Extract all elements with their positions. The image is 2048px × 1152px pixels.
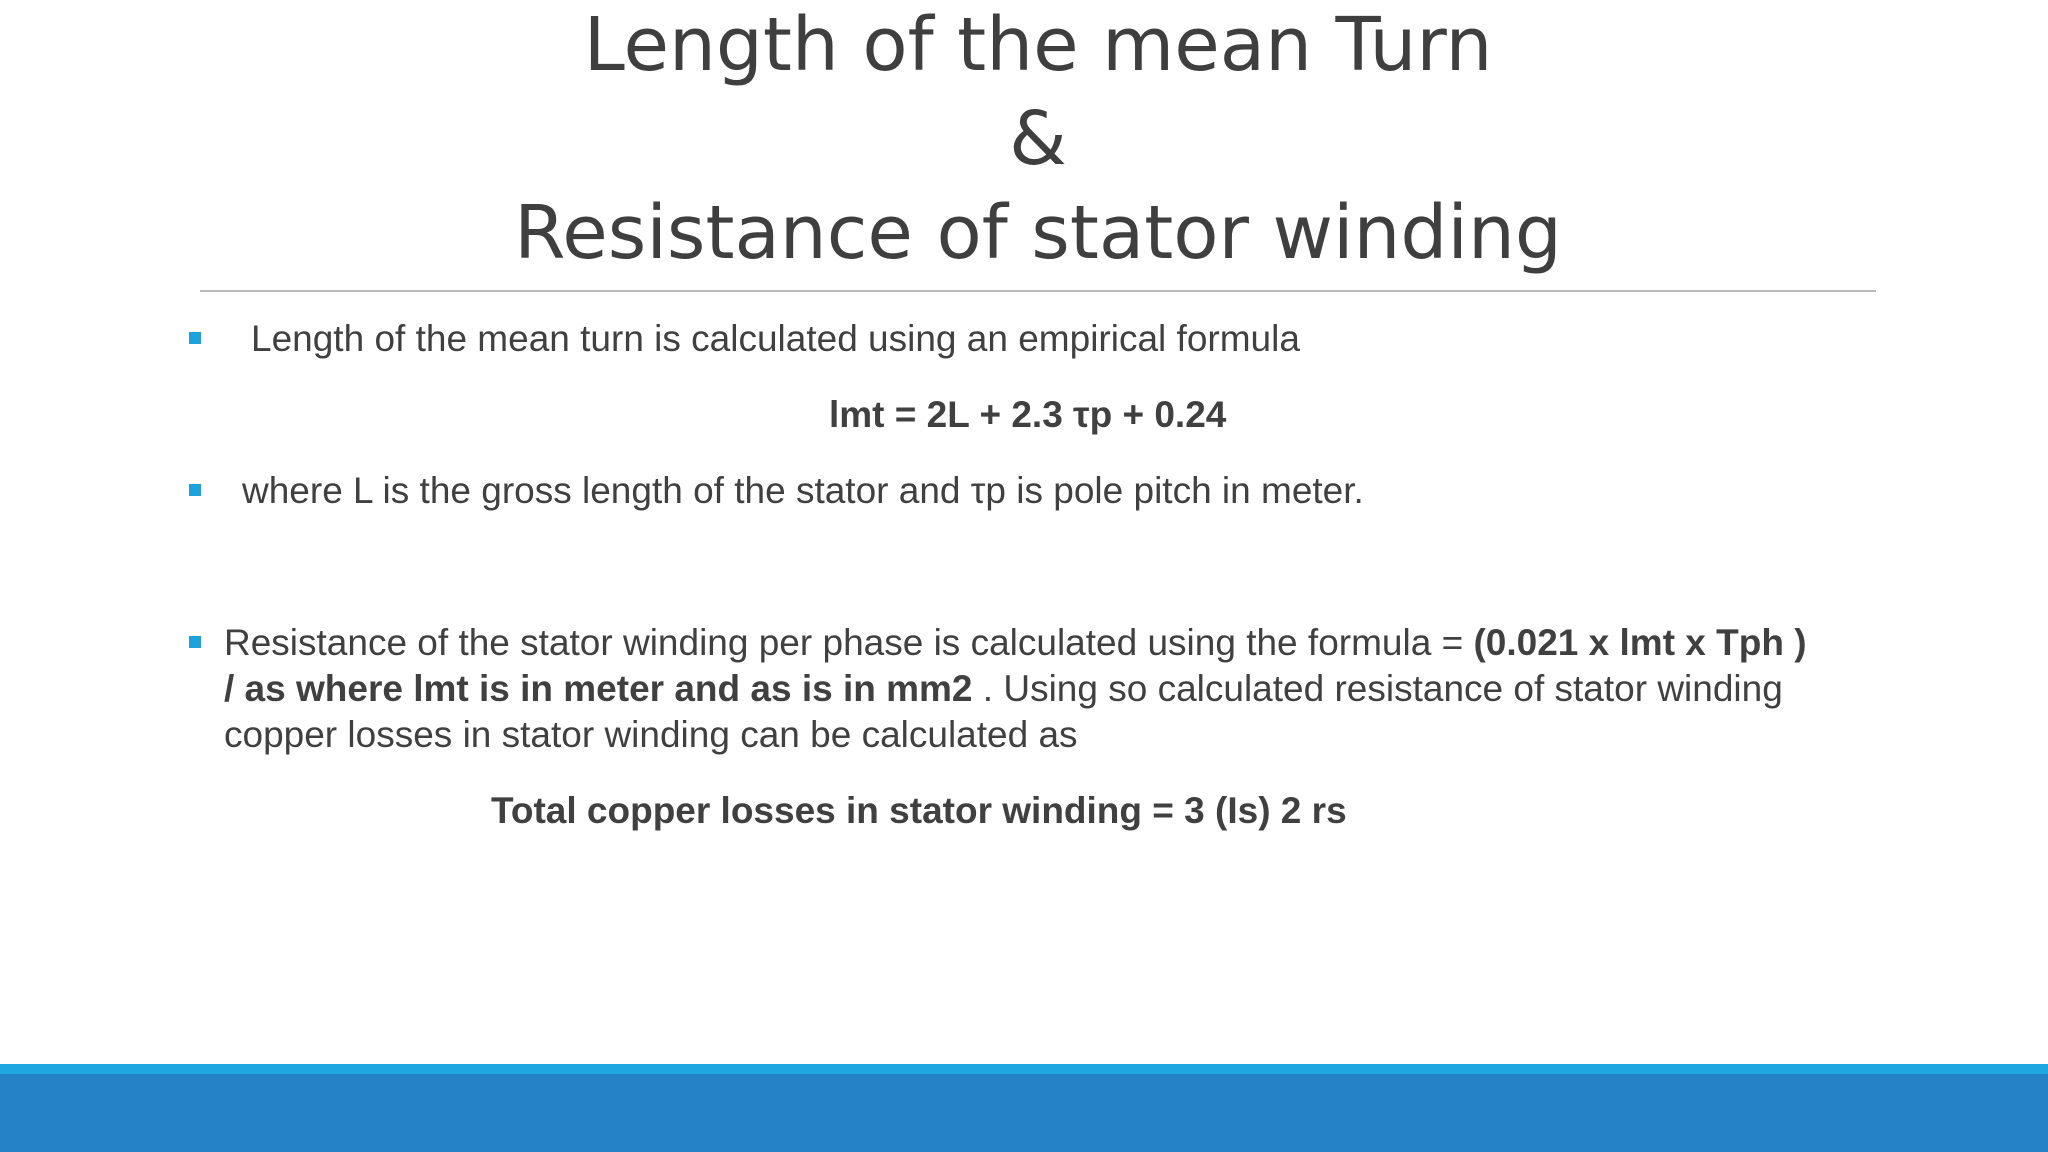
bullet-3-formula-b: / as where lmt is in meter and as is in mm2 <box>224 668 973 709</box>
bullet-square-icon <box>189 484 201 496</box>
formula-copper-losses: Total copper losses in stator winding = 3 (Is) 2 rs <box>491 790 1347 831</box>
footer-bar <box>0 1074 2048 1152</box>
bullet-3-line-2 <box>224 666 1880 712</box>
bullet-square-icon <box>189 332 201 344</box>
bullet-1-text: Length of the mean turn is calculated using an empirical formula <box>251 318 1300 359</box>
bullet-2-text: where L is the gross length of the stator and τp is pole pitch in meter. <box>242 470 1364 511</box>
bullet-3-formula-a: (0.021 x lmt x Tph ) <box>1473 622 1807 663</box>
slide-title-line-1: Length of the mean Turn <box>583 2 1493 88</box>
bullet-3-text-a: Resistance of the stator winding per phase is calculated using the formula = <box>224 622 1474 663</box>
title-divider <box>200 290 1876 292</box>
bullet-square-icon <box>189 636 201 648</box>
bullet-3-paragraph <box>224 620 1880 758</box>
bullet-3-line-1 <box>224 620 1880 666</box>
formula-lmt: lmt = 2L + 2.3 τp + 0.24 <box>829 394 1227 435</box>
slide-title-line-2: & <box>1009 96 1067 182</box>
bullet-3-line-3: copper losses in stator winding can be calculated as <box>224 714 1078 755</box>
bullet-3-text-b: . Using so calculated resistance of stator winding <box>972 668 1783 709</box>
footer-accent-bar <box>0 1064 2048 1074</box>
slide-title-line-3: Resistance of stator winding <box>514 190 1562 276</box>
